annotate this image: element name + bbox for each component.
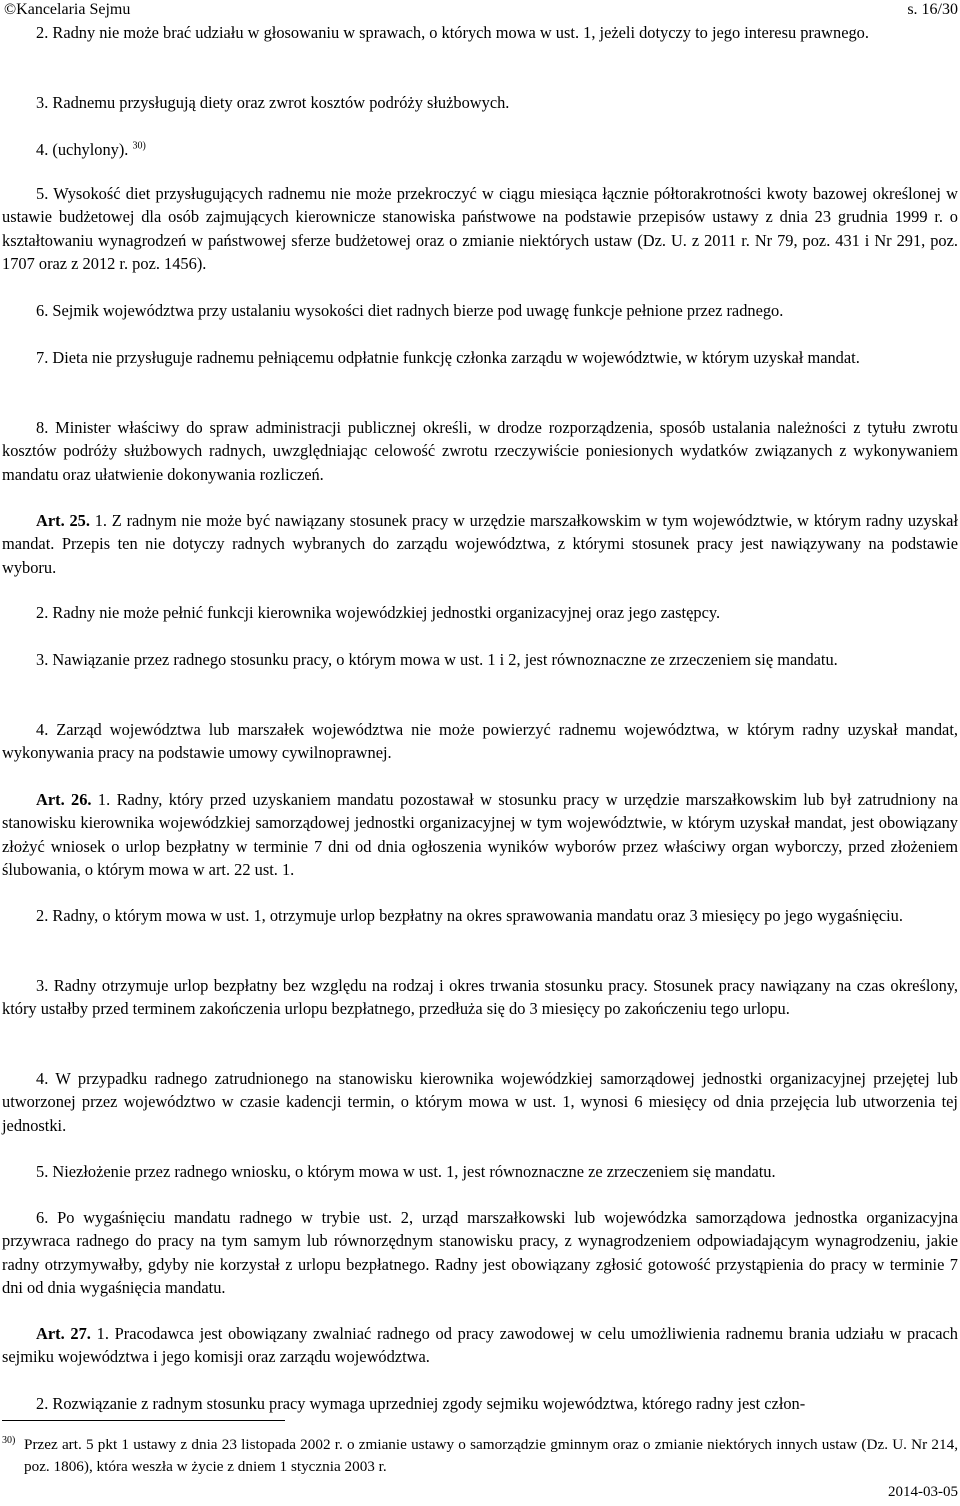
footnote-mark: 30) [2,1434,16,1446]
paragraph-ust-3: 3. Radnemu przysługują diety oraz zwrot kosztów podróży służbowych. [36,93,510,112]
footnote-ref: 30) [132,140,146,152]
article-25-paragraph-4: 4. Zarząd województwa lub marszałek województwa nie może powierzyć radnemu województwa, w którym radny uzyskał mandat, wykonywania pracy na podstawie umowy cywilnoprawnej. [2,720,958,763]
article-27-paragraph-1: Art. 27. 1. Pracodawca jest obowiązany zwalniać radnego od pracy zawodowej w celu umożliwienia radnemu brania udziału w pracach sejmiku województwa i jego komisji oraz zarządu województwa. [2,1324,958,1367]
article-26-paragraph-6: 6. Po wygaśnięciu mandatu radnego w trybie ust. 2, urząd marszałkowski lub wojewódzka samorządowa jednostka organizacyjna przywraca radnego do pracy na tym samym lub równorzędnym stanowisku pracy, z wynagrodzeniem odpowiadającym wynagrodzeniu, jakie radny otrzymywałby, gdyby nie korzystał z urlopu bezpłatnego. Radny jest obowiązany zgłosić gotowość przystąpienia do pracy w terminie 7 dni od dnia wygaśnięcia mandatu. [2,1208,958,1297]
footnote-divider [2,1420,285,1421]
article-25-paragraph-2: 2. Radny nie może pełnić funkcji kierownika wojewódzkiej jednostki organizacyjnej oraz jego zastępcy. [36,603,721,622]
article-number: Art. 25. [36,511,90,530]
article-number: Art. 26. [36,790,92,809]
article-26-paragraph-5: 5. Niezłożenie przez radnego wniosku, o którym mowa w ust. 1, jest równoznaczne ze zrzeczeniem się mandatu. [36,1162,776,1181]
paragraph-ust-8: 8. Minister właściwy do spraw administracji publicznej określi, w drodze rozporządzenia, sposób ustalania należności z tytułu zwrotu kosztów podróży służbowych radnych, uwzględniając celowość zwrotu rzeczywiście poniesionych wydatków związanych z wykonywaniem mandatu oraz ułatwienie dokonywania rozliczeń. [2,418,958,484]
footnote [2,1434,958,1478]
article-25-paragraph-1: Art. 25. 1. Z radnym nie może być nawiązany stosunek pracy w urzędzie marszałkowskim w tym województwie, w którym radny uzyskał mandat. Przepis ten nie dotyczy radnych wybranych do zarządu województwa, z którymi stosunek pracy jest nawiązywany na podstawie wyboru. [2,511,958,577]
article-25-paragraph-3: 3. Nawiązanie przez radnego stosunku pracy, o którym mowa w ust. 1 i 2, jest równoznaczne ze zrzeczeniem się mandatu. [36,650,838,669]
paragraph-ust-7: 7. Dieta nie przysługuje radnemu pełniącemu odpłatnie funkcję członka zarządu w województwie, w którym uzyskał mandat. [36,348,860,367]
paragraph-ust-2: 2. Radny nie może brać udziału w głosowaniu w sprawach, o których mowa w ust. 1, jeżeli dotyczy to jego interesu prawnego. [36,23,869,42]
article-26-paragraph-4: 4. W przypadku radnego zatrudnionego na stanowisku kierownika wojewódzkiej samorządowej jednostki organizacyjnej przejętej lub utworzonej przez województwo w czasie kadencji termin, o którym mowa w ust. 1, wynosi 6 miesięcy od dnia przejęcia lub utworzenia tej jednostki. [2,1069,958,1135]
footnote-text: Przez art. 5 pkt 1 ustawy z dnia 23 listopada 2002 r. o zmianie ustawy o samorządzie gminnym oraz o zmianie niektórych innych ustaw (Dz. U. Nr 214, poz. 1806), która weszła w życie z dniem 1 stycznia 2003 r. [24,1436,958,1475]
article-27-paragraph-2: 2. Rozwiązanie z radnym stosunku pracy wymaga uprzedniej zgody sejmiku województwa, którego radny jest człon- [36,1394,806,1413]
article-26-paragraph-1: Art. 26. 1. Radny, który przed uzyskaniem mandatu pozostawał w stosunku pracy w urzędzie marszałkowskim lub był zatrudniony na stanowisku kierownika wojewódzkiej samorządowej jednostki organizacyjnej w tym województwie, w którym uzyskał mandat, jest obowiązany złożyć wniosek o urlop bezpłatny w terminie 7 dni od dnia ogłoszenia wyników wyborów przez właściwy organ wyborczy, przed złożeniem ślubowania, o którym mowa w art. 22 ust. 1. [2,790,958,879]
article-number: Art. 27. [36,1324,91,1343]
document-date: 2014-03-05 [888,1484,958,1500]
paragraph-ust-5: 5. Wysokość diet przysługujących radnemu nie może przekroczyć w ciągu miesiąca łącznie półtorakrotności kwoty bazowej określonej w ustawie budżetowej dla osób zajmujących kierownicze stanowiska państwowe na podstawie przepisów ustawy z dnia 23 grudnia 1999 r. o kształtowaniu wynagrodzeń w państwowej sferze budżetowej oraz o zmianie niektórych ustaw (Dz. U. z 2011 r. Nr 79, poz. 431 i Nr 291, poz. 1707 oraz z 2012 r. poz. 1456). [2,184,958,273]
article-26-paragraph-3: 3. Radny otrzymuje urlop bezpłatny bez względu na rodzaj i okres trwania stosunku pracy. Stosunek pracy nawiązany na czas określony, który ustałby przed terminem zakończenia urlopu bezpłatnego, przedłuża się do 3 miesięcy po zakończeniu tego urlopu. [2,976,958,1019]
page-header [0,0,960,22]
copyright-notice: ©Kancelaria Sejmu [4,1,131,18]
article-26-paragraph-2: 2. Radny, o którym mowa w ust. 1, otrzymuje urlop bezpłatny na okres sprawowania mandatu oraz 3 miesięcy po jego wygaśnięciu. [36,906,903,925]
paragraph-ust-6: 6. Sejmik województwa przy ustalaniu wysokości diet radnych bierze pod uwagę funkcje pełnione przez radnego. [36,301,784,320]
page-number: s. 16/30 [907,1,958,18]
paragraph-ust-4: 4. (uchylony). $^{30)}$ [36,140,146,159]
